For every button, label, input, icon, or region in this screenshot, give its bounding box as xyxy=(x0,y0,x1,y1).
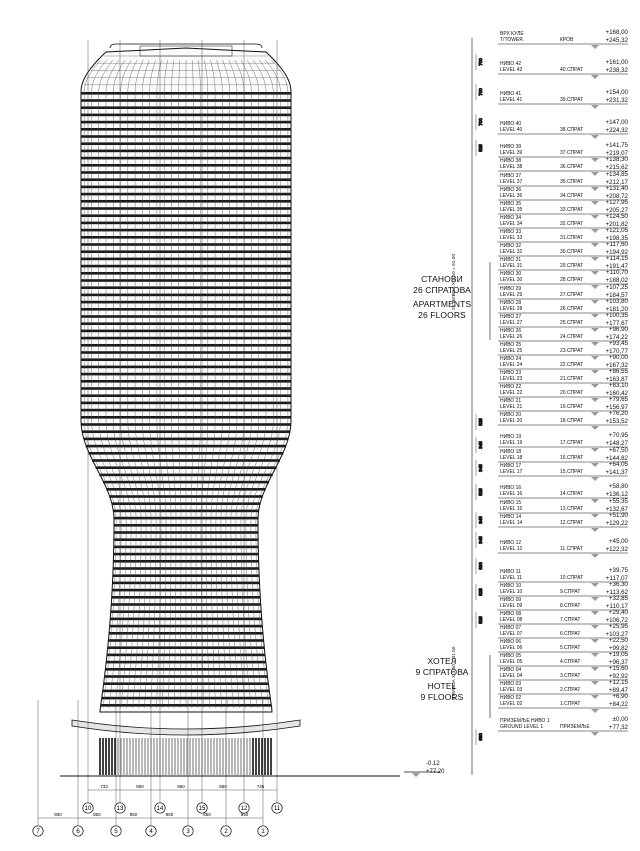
apartments-floors-sr: 26 СПРАТОВА xyxy=(413,284,471,295)
level-floor-label: 21.СПРАТ xyxy=(560,376,584,382)
level-elevation-relative: +127,95 xyxy=(605,199,628,206)
side-dimension-label: 525 xyxy=(478,588,483,596)
level-name-sr: НИВО 16 xyxy=(500,485,522,491)
level-floor-label: 11.СПРАТ xyxy=(560,546,583,552)
level-elevation-relative: +25,95 xyxy=(608,623,628,630)
level-elevation-absolute: +92,92 xyxy=(608,672,628,680)
level-name-en: LEVEL 04 xyxy=(500,673,523,679)
level-elevation-absolute: +184,57 xyxy=(605,291,628,299)
level-name-sr: НИВО 07 xyxy=(500,625,522,631)
side-dimension-label: 690 xyxy=(478,733,483,741)
level-floor-label: 34.СПРАТ xyxy=(560,193,584,199)
side-dimension-label: 525 xyxy=(478,418,483,426)
level-name-sr: НИВО 02 xyxy=(500,695,522,701)
level-name-sr: НИВО 11 xyxy=(500,569,521,575)
elevation-marker-icon xyxy=(591,732,599,736)
level-name-sr: НИВО 20 xyxy=(500,412,522,418)
level-elevation-relative: +6,90 xyxy=(612,693,628,700)
side-dimension-label: 525 xyxy=(478,488,483,496)
level-elevation-relative: +29,40 xyxy=(608,609,628,616)
level-floor-label: 29.СПРАТ xyxy=(560,263,584,269)
level-elevation-relative: +19,05 xyxy=(608,651,628,658)
level-elevation-absolute: +191,47 xyxy=(605,262,628,270)
level-name-sr: НИВО 12 xyxy=(500,540,522,546)
level-floor-label: 6.СПРАТ xyxy=(560,631,581,637)
level-name-en: LEVEL 24 xyxy=(500,362,523,368)
left-elevation-rel: -0.12 xyxy=(426,761,440,767)
level-name-sr: НИВО 40 xyxy=(500,121,522,127)
level-elevation-relative: +55,35 xyxy=(608,498,628,505)
level-elevation-relative: +117,60 xyxy=(605,241,628,248)
level-elevation-absolute: +194,92 xyxy=(605,248,628,256)
grid-bubble-lower-label: 3 xyxy=(186,829,190,835)
podium-canopy xyxy=(72,720,300,735)
level-elevation-relative: +70,95 xyxy=(608,432,628,439)
level-name-sr: НИВО 09 xyxy=(500,597,522,603)
level-elevation-relative: +64,05 xyxy=(608,461,628,468)
level-floor-label: 16.СПРАТ xyxy=(560,455,584,461)
level-elevation-absolute: +156,97 xyxy=(605,403,628,411)
level-floor-label: 28.СПРАТ xyxy=(560,277,584,283)
level-floor-label: 27.СПРАТ xyxy=(560,292,584,298)
level-elevation-absolute: +96,37 xyxy=(608,658,628,666)
grid-bubble-upper-label: 13 xyxy=(116,806,124,812)
level-floor-label: ПРИЗЕМЉЕ xyxy=(560,724,590,730)
apartments-label-en: APARTMENTS xyxy=(412,299,472,309)
left-elevation-marker-icon xyxy=(412,773,420,777)
elevation-marker-icon xyxy=(591,709,599,713)
level-name-en: LEVEL 25 xyxy=(500,348,523,354)
elevation-marker-icon xyxy=(591,477,599,481)
level-name-sr: НИВО 04 xyxy=(500,667,522,673)
level-name-en: LEVEL 29 xyxy=(500,292,523,298)
grid-bubble-upper-label: 11 xyxy=(273,806,281,812)
level-elevation-relative: +134,85 xyxy=(605,171,628,178)
level-name-en: LEVEL 11 xyxy=(500,575,522,581)
level-elevation-absolute: +106,72 xyxy=(605,616,628,624)
level-floor-label: 12.СПРАТ xyxy=(560,520,584,526)
side-dimension-label: 700 xyxy=(478,118,483,126)
level-name-sr: НИВО 22 xyxy=(500,384,522,390)
level-name-sr: НИВО 32 xyxy=(500,243,522,249)
lower-dimension-label: 850 xyxy=(203,812,211,817)
side-dimension-label: 700 xyxy=(478,58,483,66)
side-dimension-label: 525 xyxy=(478,616,483,624)
level-elevation-relative: +90,00 xyxy=(608,354,628,361)
level-name-en: LEVEL 07 xyxy=(500,631,523,637)
level-name-sr: НИВО 21 xyxy=(500,398,522,404)
level-elevation-relative: ±0,00 xyxy=(612,716,628,723)
level-name-en: LEVEL 14 xyxy=(500,520,523,526)
level-elevation-absolute: +84,22 xyxy=(608,700,628,708)
level-name-en: LEVEL 37 xyxy=(500,179,523,185)
grid-bubble-lower-label: 2 xyxy=(224,829,228,835)
level-name-en: LEVEL 41 xyxy=(500,97,523,103)
level-elevation-absolute: +144,82 xyxy=(605,454,628,462)
level-name-sr: НИВО 03 xyxy=(500,681,522,687)
level-name-en: LEVEL 15 xyxy=(500,506,523,512)
level-name-en: LEVEL 12 xyxy=(500,546,523,552)
level-floor-label: 26.СПРАТ xyxy=(560,306,584,312)
level-floor-label: 39.СПРАТ xyxy=(560,97,584,103)
level-name-sr: НИВО 23 xyxy=(500,370,522,376)
level-name-en: LEVEL 36 xyxy=(500,193,523,199)
level-elevation-absolute: +99,82 xyxy=(608,644,628,652)
level-elevation-absolute: +208,72 xyxy=(605,192,628,200)
side-dimension-label: 525 xyxy=(478,144,483,152)
level-elevation-relative: +147,00 xyxy=(605,119,628,126)
level-floor-label: 24.СПРАТ xyxy=(560,334,584,340)
level-elevation-relative: +45,00 xyxy=(608,538,628,545)
level-floor-label: 13.СПРАТ xyxy=(560,506,584,512)
level-floor-label: 25.СПРАТ xyxy=(560,320,584,326)
level-elevation-relative: +121,05 xyxy=(605,227,628,234)
side-dimension-label: 345 xyxy=(478,441,483,449)
upper-dimension-label: 850 xyxy=(219,784,227,789)
level-elevation-absolute: +215,62 xyxy=(605,163,628,171)
level-name-en: LEVEL 05 xyxy=(500,659,523,665)
level-name-en: LEVEL 16 xyxy=(500,491,523,497)
level-name-en: LEVEL 27 xyxy=(500,320,523,326)
level-elevation-relative: +15,60 xyxy=(608,665,628,672)
upper-dimension-label: 960 xyxy=(177,784,185,789)
level-name-en: LEVEL 10 xyxy=(500,589,523,595)
level-name-sr: НИВО 37 xyxy=(500,173,522,179)
side-dimension-label: 690 xyxy=(478,562,483,570)
level-elevation-relative: +79,65 xyxy=(608,396,628,403)
level-name-sr: НИВО 10 xyxy=(500,583,522,589)
elevation-marker-icon xyxy=(591,45,599,49)
level-elevation-relative: +76,20 xyxy=(608,410,628,417)
level-name-sr: НИВО 31 xyxy=(500,257,522,263)
level-elevation-relative: +93,45 xyxy=(608,340,628,347)
level-floor-label: 40.СПРАТ xyxy=(560,67,584,73)
level-floor-label: 31.СПРАТ xyxy=(560,235,584,241)
lower-dimension-label: 850 xyxy=(129,812,138,817)
level-elevation-absolute: +129,22 xyxy=(605,519,628,527)
level-elevation-relative: +67,50 xyxy=(608,447,628,454)
level-elevation-absolute: +113,62 xyxy=(605,588,628,596)
grid-bubble-lower-label: 1 xyxy=(261,829,265,835)
level-floor-label: 17.СПРАТ xyxy=(560,440,584,446)
level-elevation-relative: +124,50 xyxy=(605,213,628,220)
level-floor-label: 10.СПРАТ xyxy=(560,575,584,581)
level-name-sr: НИВО 34 xyxy=(500,215,522,221)
level-name-sr: НИВО 38 xyxy=(500,158,522,164)
level-elevation-relative: +110,70 xyxy=(605,269,628,276)
level-name-sr: НИВО 29 xyxy=(500,286,522,292)
level-name-sr: НИВО 15 xyxy=(500,500,522,506)
level-name-en: LEVEL 35 xyxy=(500,207,523,213)
level-name-sr: НИВО 18 xyxy=(500,449,522,455)
level-name-en: LEVEL 40 xyxy=(500,127,523,133)
apartments-floors-en: 26 FLOORS xyxy=(418,309,466,320)
level-floor-label: 5.СПРАТ xyxy=(560,645,581,651)
level-name-sr: НИВО 35 xyxy=(500,201,522,207)
level-elevation-absolute: +174,22 xyxy=(605,333,628,341)
level-elevation-absolute: +117,07 xyxy=(605,574,628,582)
grid-bubble-upper-label: 10 xyxy=(84,806,92,812)
hotel-label-sr: ХОТЕЛ xyxy=(427,656,457,666)
lower-dimension-label: 850 xyxy=(240,812,249,817)
grid-bubble-lower-label: 6 xyxy=(76,829,80,835)
level-name-en: LEVEL 21 xyxy=(500,404,523,410)
hotel-floors-sr: 9 СПРАТОВА xyxy=(415,666,469,677)
grid-bubble-upper-label: 15 xyxy=(198,806,206,812)
upper-dimension-label: 735 xyxy=(256,784,265,789)
hotel-floors-en: 9 FLOORS xyxy=(420,691,464,702)
level-elevation-absolute: +219,07 xyxy=(605,149,628,157)
level-elevation-absolute: +77,32 xyxy=(608,723,628,731)
level-elevation-relative: +36,30 xyxy=(608,581,628,588)
level-floor-label: 2.СПРАТ xyxy=(560,687,581,693)
level-floor-label: 18.СПРАТ xyxy=(560,418,584,424)
upper-dimension-label: 733 xyxy=(100,784,108,789)
level-name-sr: НИВО 17 xyxy=(500,463,522,469)
level-elevation-relative: +22,50 xyxy=(608,637,628,644)
hotel-label-en: HOTEL xyxy=(427,681,457,691)
side-dimension-label: 345 xyxy=(478,464,483,472)
apartments-vertical-dimension: 26 НИВОА Х 3.50 = 91.00 xyxy=(452,253,457,310)
level-elevation-absolute: +170,77 xyxy=(605,347,628,355)
grid-bubble-upper-label: 12 xyxy=(240,806,248,812)
level-floor-label: 20.СПРАТ xyxy=(560,390,584,396)
level-name-en: LEVEL 20 xyxy=(500,418,523,424)
level-name-en: LEVEL 09 xyxy=(500,603,523,609)
side-dimension-label: 345 xyxy=(478,536,483,544)
elevation-marker-icon xyxy=(591,105,599,109)
level-elevation-absolute: +198,35 xyxy=(605,234,628,242)
level-name-sr: НИВО 26 xyxy=(500,328,522,334)
elevation-marker-icon xyxy=(591,528,599,532)
level-name-en: LEVEL 23 xyxy=(500,376,523,382)
level-elevation-absolute: +163,87 xyxy=(605,375,628,383)
level-elevation-relative: +131,40 xyxy=(605,185,628,192)
level-name-sr: НИВО 33 xyxy=(500,229,522,235)
level-elevation-relative: +32,85 xyxy=(608,595,628,602)
level-elevation-relative: +51,90 xyxy=(608,512,628,519)
level-elevation-relative: +58,80 xyxy=(608,483,628,490)
left-elevation-abs: +77.20 xyxy=(426,769,445,775)
lower-dimension-label: 850 xyxy=(93,812,101,817)
grid-bubble-lower-label: 4 xyxy=(149,829,153,835)
level-name-en: LEVEL 22 xyxy=(500,390,523,396)
level-name-sr: ПРИЗЕМЉЕ НИВО 1 xyxy=(500,718,550,724)
level-elevation-relative: +141,75 xyxy=(605,142,628,149)
upper-dimension-label: 850 xyxy=(136,784,144,789)
level-name-sr: НИВО 14 xyxy=(500,514,522,520)
level-elevation-relative: +138,30 xyxy=(605,156,628,163)
level-floor-label: КРОВ xyxy=(560,37,574,43)
tower-facade xyxy=(60,44,400,776)
level-elevation-absolute: +110,17 xyxy=(605,602,628,610)
level-elevation-absolute: +122,32 xyxy=(605,545,628,553)
hotel-zone-label xyxy=(398,656,486,702)
level-elevation-absolute: +238,32 xyxy=(605,66,628,74)
level-name-sr: НИВО 05 xyxy=(500,653,522,659)
level-elevation-absolute: +231,32 xyxy=(605,96,628,104)
level-name-sr: ВРХ КУЛЕ xyxy=(500,31,524,37)
level-name-en: LEVEL 38 xyxy=(500,164,523,170)
level-name-en: T/TOWER xyxy=(500,37,523,43)
level-floor-label: 3.СПРАТ xyxy=(560,673,581,679)
grid-bubble-lower-label: 7 xyxy=(36,829,40,835)
level-name-en: LEVEL 06 xyxy=(500,645,523,651)
level-floor-label: 35.СПРАТ xyxy=(560,179,584,185)
level-elevation-absolute: +224,32 xyxy=(605,126,628,134)
level-elevation-relative: +154,00 xyxy=(605,89,628,96)
level-name-sr: НИВО 27 xyxy=(500,314,522,320)
level-floor-label: 37.СПРАТ xyxy=(560,150,584,156)
level-elevation-absolute: +205,27 xyxy=(605,206,628,214)
level-elevation-relative: +83,10 xyxy=(608,382,628,389)
level-elevation-absolute: +132,67 xyxy=(605,505,628,513)
level-elevation-absolute: +177,67 xyxy=(605,319,628,327)
level-floor-label: 36.СПРАТ xyxy=(560,164,584,170)
level-elevation-relative: +39,75 xyxy=(608,567,628,574)
level-name-sr: НИВО 36 xyxy=(500,187,522,193)
level-name-en: LEVEL 28 xyxy=(500,306,523,312)
lower-dimension-label: 850 xyxy=(165,812,174,817)
level-elevation-absolute: +160,42 xyxy=(605,389,628,397)
level-name-sr: НИВО 28 xyxy=(500,300,522,306)
level-elevation-relative: +161,00 xyxy=(605,59,628,66)
level-elevation-absolute: +167,32 xyxy=(605,361,628,369)
level-floor-label: 1.СПРАТ xyxy=(560,701,581,707)
elevation-marker-icon xyxy=(591,426,599,430)
level-elevation-relative: +107,25 xyxy=(605,284,628,291)
level-name-sr: НИВО 42 xyxy=(500,61,522,67)
level-floor-label: 38.СПРАТ xyxy=(560,127,584,133)
level-name-en: LEVEL 34 xyxy=(500,221,523,227)
level-name-en: LEVEL 39 xyxy=(500,150,523,156)
level-elevation-relative: +168,00 xyxy=(605,29,628,36)
level-floor-label: 15.СПРАТ xyxy=(560,469,584,475)
level-name-sr: НИВО 41 xyxy=(500,91,522,97)
level-elevation-absolute: +245,32 xyxy=(605,36,628,44)
level-name-en: LEVEL 18 xyxy=(500,455,523,461)
apartments-label-sr: СТАНОВИ xyxy=(421,274,463,284)
level-name-en: LEVEL 03 xyxy=(500,687,523,693)
level-name-en: LEVEL 31 xyxy=(500,263,523,269)
level-name-en: LEVEL 02 xyxy=(500,701,523,707)
grid-bubble-lower-label: 5 xyxy=(114,829,118,835)
level-name-sr: НИВО 19 xyxy=(500,434,522,440)
level-elevation-relative: +86,55 xyxy=(608,368,628,375)
level-name-en: LEVEL 08 xyxy=(500,617,523,623)
level-floor-label: 4.СПРАТ xyxy=(560,659,581,665)
level-floor-label: 7.СПРАТ xyxy=(560,617,581,623)
level-name-en: LEVEL 19 xyxy=(500,440,523,446)
side-dimension-label: 345 xyxy=(478,516,483,524)
level-floor-label: 33.СПРАТ xyxy=(560,207,584,213)
level-elevation-absolute: +212,17 xyxy=(605,178,628,186)
level-name-en: LEVEL 33 xyxy=(500,235,523,241)
level-floor-label: 8.СПРАТ xyxy=(560,603,581,609)
level-elevation-absolute: +136,12 xyxy=(605,490,628,498)
level-name-en: LEVEL 42 xyxy=(500,67,523,73)
elevation-marker-icon xyxy=(591,135,599,139)
elevation-marker-icon xyxy=(591,554,599,558)
hotel-vertical-dimension: 9 НИВОА Х 3.50 = 31.50 xyxy=(452,646,457,700)
level-elevation-absolute: +153,52 xyxy=(605,417,628,425)
level-floor-label: 32.СПРАТ xyxy=(560,221,584,227)
level-name-en: LEVEL 17 xyxy=(500,469,523,475)
level-elevation-relative: +96,90 xyxy=(608,326,628,333)
level-name-sr: НИВО 06 xyxy=(500,639,522,645)
level-elevation-absolute: +89,47 xyxy=(608,686,628,694)
level-elevation-absolute: +181,20 xyxy=(605,305,628,313)
level-elevation-absolute: +103,27 xyxy=(605,630,628,638)
level-floor-label: 19.СПРАТ xyxy=(560,404,584,410)
level-elevation-absolute: +148,27 xyxy=(605,439,628,447)
level-name-sr: НИВО 25 xyxy=(500,342,522,348)
podium-columns xyxy=(100,738,271,775)
level-floor-label: 14.СПРАТ xyxy=(560,491,584,497)
level-elevation-absolute: +141,37 xyxy=(605,468,628,476)
level-elevation-absolute: +188,02 xyxy=(605,276,628,284)
level-elevation-relative: +114,15 xyxy=(605,255,628,262)
level-name-sr: НИВО 30 xyxy=(500,271,522,277)
level-floor-label: 30.СПРАТ xyxy=(560,249,584,255)
level-name-en: LEVEL 32 xyxy=(500,249,523,255)
level-floor-label: 23.СПРАТ xyxy=(560,348,584,354)
grid-bubble-upper-label: 14 xyxy=(156,806,164,812)
level-elevation-relative: +103,80 xyxy=(605,298,628,305)
level-name-en: LEVEL 26 xyxy=(500,334,523,340)
level-floor-label: 22.СПРАТ xyxy=(560,362,584,368)
level-elevation-absolute: +201,82 xyxy=(605,220,628,228)
level-name-sr: НИВО 08 xyxy=(500,611,522,617)
level-floor-label: 9.СПРАТ xyxy=(560,589,581,595)
level-name-sr: НИВО 24 xyxy=(500,356,522,362)
lower-dimension-label: 900 xyxy=(54,812,62,817)
apartments-zone-label xyxy=(398,274,486,320)
elevation-marker-icon xyxy=(591,75,599,79)
level-elevation-relative: +100,35 xyxy=(605,312,628,319)
level-elevation-relative: +12,15 xyxy=(608,679,628,686)
level-name-en: LEVEL 30 xyxy=(500,277,523,283)
level-name-sr: НИВО 39 xyxy=(500,144,522,150)
side-dimension-label: 700 xyxy=(478,88,483,96)
level-name-en: GROUND LEVEL 1 xyxy=(500,724,544,730)
